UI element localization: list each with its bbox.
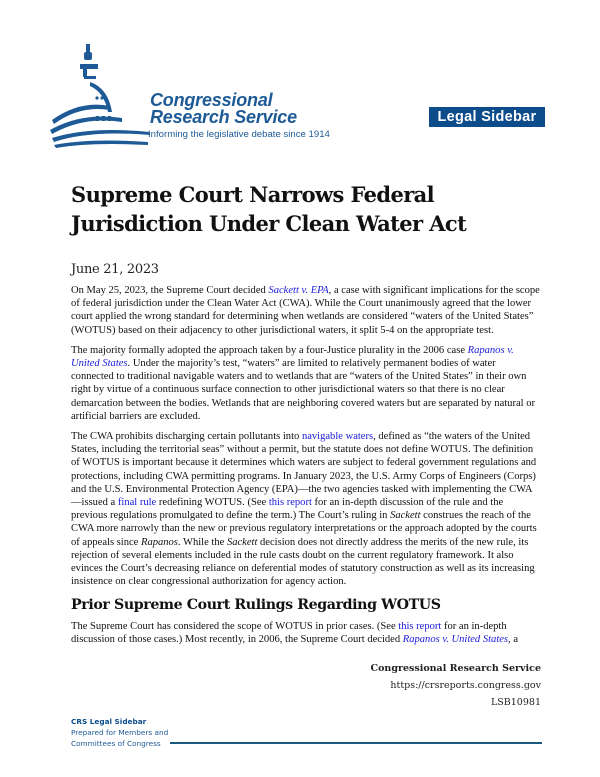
paragraph-1: On May 25, 2023, the Supreme Court decided Sackett v. EPA, a case with significant implications for the scope of federal jurisdiction under the Clean Water Act (CWA). While the Court unanimously agreed that the lower court applied the wrong standard for determining when wetlands are considered “waters of the United States” (WOTUS) based on their adjacency to other jurisdictional waters, it split 5-4 on the appropriate test. — [71, 285, 540, 336]
paragraph-3: The CWA prohibits discharging certain pollutants into navigable waters, defined as “the waters of the United States, including the territorial seas” without a permit, but the statute does not define WOTUS. The definition of WOTUS is important because it determines which waters are subject to federal government regulations and protections, including CWA permitting programs. In January 2023, the U.S. Army Corps of Engineers (Corps) and the U.S. Environmental Protection Agency (EPA)—the two agencies tasked with implementing the CWA—issued a final rule redefining WOTUS. (See this report for an in-depth discussion of the rule and the previous regulations promulgated to define the term.) The Court’s ruling in Sackett construes the reach of the CWA more narrowly than the new or previous regulatory interpretations or the approach adopted by the courts of appeals since Rapanos. While the Sackett decision does not directly address the merits of the new rule, its rejection of several elements included in the rule casts doubt on the current regulatory framework. It also evinces the Court’s decreasing reliance on deferential modes of statutory construction as well as its increasing insistence on clear congressional authorization for agency action. — [71, 431, 537, 588]
logo-line1: Congressional — [150, 90, 273, 110]
footer-prepared-1: Prepared for Members and — [71, 728, 169, 737]
logo-wordmark — [150, 92, 297, 126]
legal-sidebar-badge: Legal Sidebar — [429, 107, 545, 127]
publication-date: June 21, 2023 — [71, 262, 159, 277]
link-sackett-v-epa[interactable]: Sackett v. EPA — [268, 285, 329, 296]
footer-sidebar-name: CRS Legal Sidebar — [71, 717, 147, 726]
footer-prepared-2: Committees of Congress — [71, 739, 161, 748]
link-this-report-2[interactable]: this report — [398, 620, 442, 632]
footer-url[interactable]: https://crsreports.congress.gov — [390, 680, 541, 691]
logo-tagline: Informing the legislative debate since 1914 — [148, 129, 330, 140]
paragraph-4: The Supreme Court has considered the scope of WOTUS in prior cases. (See this report for an in-depth discussion of those cases.) Most recently, in 2006, the Supreme Court decided Rapanos v. United States, a — [71, 620, 519, 645]
section-heading: Prior Supreme Court Rulings Regarding WOTUS — [71, 597, 441, 614]
sidebar-footer — [71, 716, 168, 749]
page-title: Supreme Court Narrows Federal Jurisdiction Under Clean Water Act — [71, 182, 467, 236]
link-rapanos-2[interactable]: Rapanos v. United States — [402, 633, 509, 645]
crs-footer-info — [371, 660, 541, 711]
link-rapanos[interactable]: Rapanos v. United States — [71, 344, 514, 370]
article-body — [71, 284, 541, 653]
footer-org: Congressional Research Service — [370, 663, 541, 674]
link-final-rule[interactable]: final rule — [117, 497, 157, 509]
footer-divider — [170, 742, 542, 744]
footer-report-id: LSB10981 — [490, 697, 541, 708]
link-navigable-waters[interactable]: navigable waters — [301, 431, 374, 443]
logo-line2: Research Service — [150, 107, 297, 127]
paragraph-2: The majority formally adopted the approach taken by a four-Justice plurality in the 2006 case Rapanos v. United States. Under the majority’s test, “waters” are limited to relatively permanent bodies of water connected to traditional navigable waters and to wetlands that are “waters of the United States” in their own right by virtue of a continuous surface connection to other jurisdictional waters so that there is no clear demarcation between the bodies. Wetlands that are neighboring covered waters but are separated by natural or artificial barriers are excluded. — [71, 344, 536, 422]
crs-logo — [50, 42, 330, 152]
capitol-dome-icon — [50, 42, 150, 152]
link-this-report[interactable]: this report — [268, 497, 312, 509]
